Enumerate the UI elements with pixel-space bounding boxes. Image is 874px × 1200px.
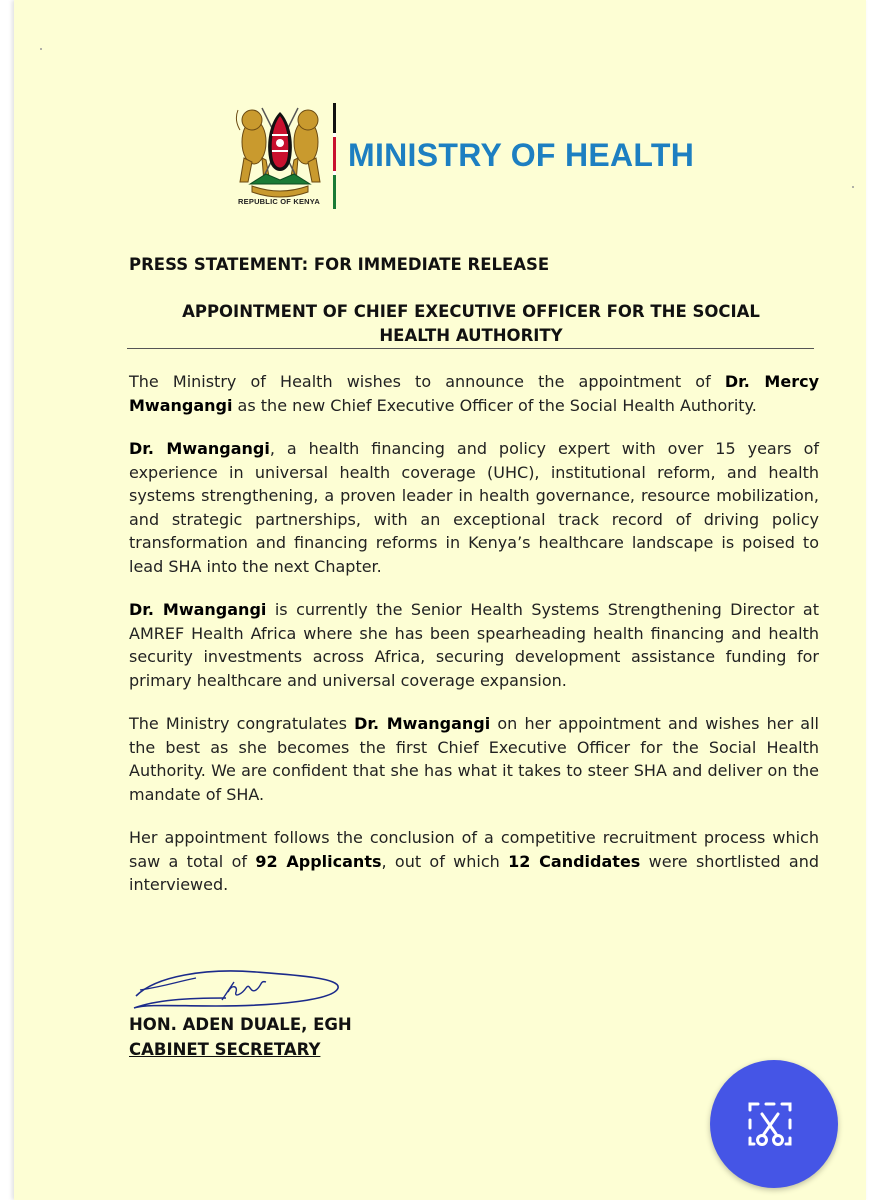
handwritten-signature	[126, 960, 356, 1020]
screenshot-crop-scissors-icon	[746, 1098, 802, 1150]
paragraph-current-role: Dr. Mwangangi is currently the Senior Health Systems Strengthening Director at AMREF Health Africa where she has been spearheading health financing and health security investments across Africa, securing development assistance funding for primary healthcare and universal coverage expansion.	[129, 600, 819, 690]
speck	[40, 48, 42, 50]
subject-heading	[129, 300, 813, 348]
paragraph-recruitment: Her appointment follows the conclusion of a competitive recruitment process which saw a total of 92 Applicants, out of which 12 Candidates were shortlisted and interviewed.	[129, 828, 820, 894]
paragraph-profile: Dr. Mwangangi, a health financing and policy expert with over 15 years of experience in universal health coverage (UHC), institutional reform, and health systems strengthening, a proven leader in health governance, resource mobilization, and strategic partnerships, with an exceptional track record of driving policy transformation and financing reforms in Kenya’s healthcare landscape is poised to lead SHA into the next Chapter.	[129, 439, 819, 576]
ministry-title: MINISTRY OF HEALTH	[348, 137, 695, 173]
screenshot-crop-button[interactable]	[710, 1060, 838, 1188]
kenya-coat-of-arms-icon	[232, 100, 328, 212]
statement-body	[129, 370, 819, 917]
crest-caption: REPUBLIC OF KENYA	[238, 197, 320, 206]
paragraph-congratulations: The Ministry congratulates Dr. Mwangangi on her appointment and wishes her all the best as she becomes the first Chief Executive Officer for the Social Health Authority. We are confident that she has what it takes to steer SHA and deliver on the mandate of SHA.	[129, 714, 820, 804]
subject-divider	[127, 348, 814, 349]
press-statement-document	[14, 0, 866, 1200]
subject-line-2: HEALTH AUTHORITY	[379, 326, 563, 345]
subject-line-1: APPOINTMENT OF CHIEF EXECUTIVE OFFICER FOR THE SOCIAL	[182, 302, 760, 321]
press-statement-heading: PRESS STATEMENT: FOR IMMEDIATE RELEASE	[129, 255, 550, 274]
paragraph-announcement: The Ministry of Health wishes to announce the appointment of Dr. Mercy Mwangangi as the new Chief Executive Officer of the Social Health Authority.	[129, 372, 820, 415]
flag-color-bar	[333, 103, 336, 209]
speck	[852, 186, 854, 188]
signatory-name: HON. ADEN DUALE, EGH	[129, 1015, 352, 1034]
signatory-title: CABINET SECRETARY	[129, 1040, 321, 1059]
